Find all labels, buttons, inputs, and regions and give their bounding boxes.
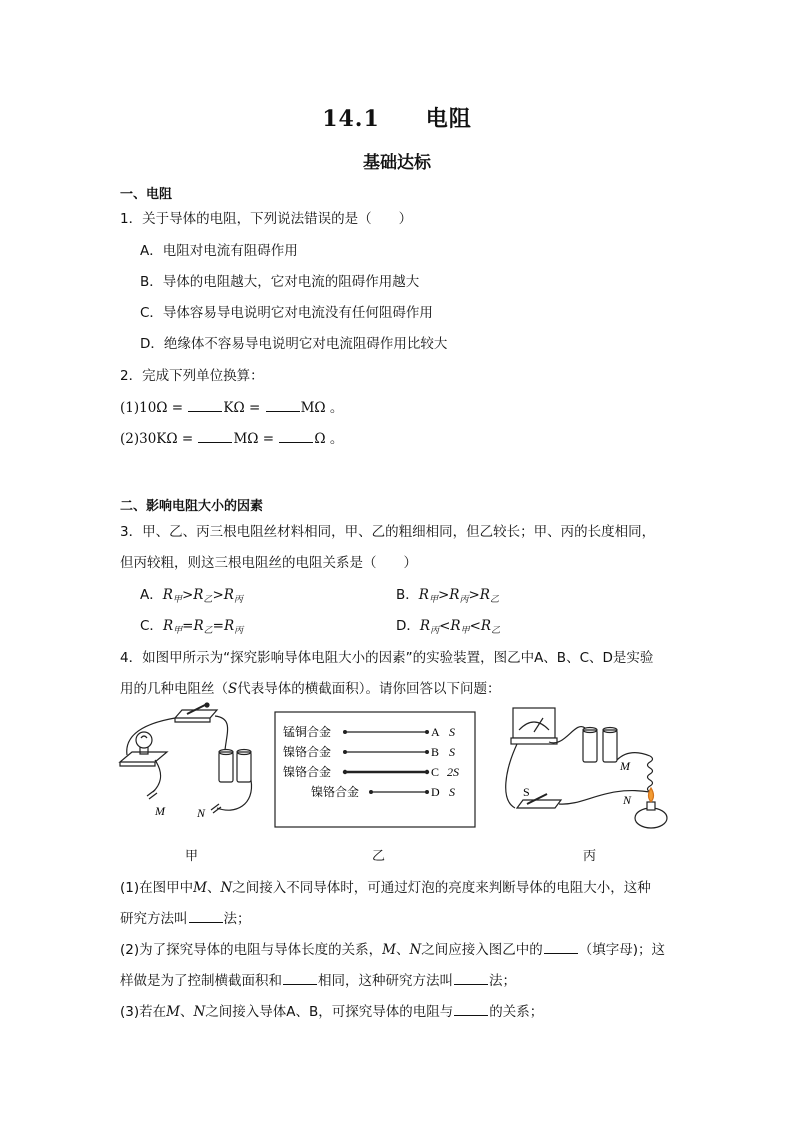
switch-knob — [205, 703, 209, 707]
terminal-dot — [425, 770, 429, 774]
q2-stem: 2．完成下列单位换算： — [120, 368, 264, 384]
subscript: 甲 — [460, 626, 470, 636]
wire-letter: C — [431, 765, 440, 779]
switch-board — [517, 800, 561, 808]
area-symbol: S — [228, 681, 238, 697]
text: (1)在图甲中 — [120, 880, 194, 896]
battery-2 — [603, 730, 617, 762]
label-m: M — [620, 759, 630, 773]
terminal-dot — [369, 790, 373, 794]
q4-part-1-line-1 — [120, 876, 651, 896]
option-letter: A． — [140, 587, 163, 603]
wire-letter: D — [431, 785, 440, 799]
terminal-dot — [343, 770, 347, 774]
text: 、 — [395, 942, 410, 958]
q4-part-2-line-1 — [120, 938, 665, 958]
text: (2)为了探究导体的电阻与导体长度的关系， — [120, 942, 383, 958]
bulb-icon — [136, 732, 152, 748]
answer-blank[interactable] — [544, 941, 578, 954]
section-number: 14.1 — [322, 106, 380, 132]
q3-option-d — [396, 614, 500, 636]
wire-material: 镍铬合金 — [311, 785, 360, 799]
battery-1 — [583, 730, 597, 762]
figure-label-yi: 乙 — [372, 849, 386, 864]
answer-blank[interactable] — [454, 972, 488, 985]
resistance-symbol: R — [450, 618, 461, 634]
wire — [215, 716, 228, 750]
terminal-dot — [343, 750, 347, 754]
subscript: 乙 — [203, 626, 213, 636]
q2-line-1 — [120, 396, 343, 416]
q1-stem: 1．关于导体的电阻，下列说法错误的是（ ） — [120, 211, 413, 227]
resistance-symbol: R — [479, 587, 490, 603]
ammeter-base — [511, 738, 557, 744]
text: 法； — [223, 911, 251, 927]
q3-option-a — [140, 583, 243, 605]
figure-jia-circuit — [120, 703, 252, 813]
subscript: 乙 — [203, 595, 213, 605]
coil-icon — [648, 756, 653, 792]
q3-stem-line-2: 但丙较粗，则这三根电阻丝的电阻关系是（ ） — [120, 555, 417, 571]
wire — [559, 791, 650, 805]
clip-n-icon — [211, 804, 221, 813]
page-subtitle: 基础达标 — [363, 153, 431, 173]
symbol-m: M — [382, 942, 396, 958]
wire — [217, 780, 252, 810]
lamp-neck — [647, 802, 655, 810]
subscript: 甲 — [172, 595, 182, 605]
page-title — [0, 102, 794, 133]
wire-material: 镍铬合金 — [283, 765, 332, 779]
label-m: M — [155, 804, 165, 818]
terminal-dot — [343, 730, 347, 734]
q1-option-a: A．电阻对电流有阻碍作用 — [140, 243, 298, 259]
q4-part-1-line-2 — [120, 907, 251, 927]
resistance-symbol: R — [193, 587, 204, 603]
q2-line-1-part-b: KΩ = — [223, 400, 265, 416]
relation-sign: > — [437, 587, 450, 603]
answer-blank[interactable] — [283, 972, 317, 985]
label-n: N — [197, 806, 206, 820]
text: 之间接入导体A、B，可探究导体的电阻与 — [205, 1004, 454, 1020]
label-s: S — [523, 785, 530, 799]
switch-board — [175, 710, 217, 718]
resistance-symbol: R — [418, 587, 429, 603]
subscript: 甲 — [173, 626, 183, 636]
answer-blank[interactable] — [279, 430, 313, 443]
q2-line-2 — [120, 427, 343, 447]
text: 、 — [206, 880, 221, 896]
label-n: N — [623, 793, 632, 807]
answer-blank[interactable] — [198, 430, 232, 443]
q4-stem-part-b: 代表导体的横截面积）。请你回答以下问题： — [237, 681, 501, 697]
figure-bing-circuit — [506, 708, 667, 828]
text: 的关系； — [489, 1004, 544, 1020]
text: （填字母)；这 — [578, 942, 666, 958]
answer-blank[interactable] — [189, 910, 223, 923]
symbol-n: N — [220, 880, 233, 896]
subscript: 甲 — [428, 595, 438, 605]
answer-blank[interactable] — [188, 399, 222, 412]
text: 研究方法叫 — [120, 911, 188, 927]
section-heading-1: 一、电阻 — [120, 187, 173, 202]
q3-stem-line-1: 3．甲、乙、丙三根电阻丝材料相同，甲、乙的粗细相同，但乙较长；甲、丙的长度相同， — [120, 524, 656, 540]
subscript: 乙 — [489, 595, 499, 605]
wire-material: 镍铬合金 — [283, 745, 332, 759]
terminal-dot — [425, 790, 429, 794]
answer-blank[interactable] — [454, 1003, 488, 1016]
battery-1 — [219, 752, 233, 782]
relation-sign: > — [468, 587, 480, 603]
text: 、 — [179, 1004, 194, 1020]
q3-option-c — [140, 614, 243, 636]
text: 之间应接入图乙中的 — [421, 942, 543, 958]
symbol-n: N — [193, 1004, 206, 1020]
q1-option-d: D．绝缘体不容易导电说明它对电流阻碍作用比较大 — [140, 336, 448, 352]
q2-line-1-part-a: (1)10Ω = — [120, 400, 188, 416]
option-letter: C． — [140, 618, 163, 634]
resistance-symbol: R — [162, 618, 174, 634]
terminal-dot — [425, 730, 429, 734]
wire-area: S — [449, 725, 455, 739]
q4-part-3 — [120, 1000, 543, 1020]
resistance-symbol: R — [223, 618, 235, 634]
wire-letter: A — [431, 725, 440, 739]
symbol-m: M — [193, 880, 207, 896]
resistance-symbol: R — [480, 618, 492, 634]
q1-option-b: B．导体的电阻越大，它对电流的阻碍作用越大 — [140, 274, 420, 290]
q4-stem-line-1: 4．如图甲所示为“探究影响导体电阻大小的因素”的实验装置，图乙中A、B、C、D是实验 — [120, 650, 654, 666]
subscript: 丙 — [234, 626, 244, 636]
relation-sign: < — [439, 618, 451, 634]
option-letter: D． — [396, 618, 420, 634]
symbol-n: N — [409, 942, 422, 958]
wire-area: 2S — [447, 765, 459, 779]
q2-line-1-part-c: MΩ 。 — [300, 400, 344, 416]
resistance-symbol: R — [449, 587, 460, 603]
wire-letter: B — [431, 745, 440, 759]
figure-label-jia: 甲 — [185, 849, 199, 864]
relation-sign: = — [182, 618, 194, 634]
resistance-symbol: R — [223, 587, 234, 603]
resistance-symbol: R — [162, 587, 173, 603]
q4-stem-part-a: 用的几种电阻丝（ — [120, 681, 228, 697]
wire-area: S — [449, 785, 455, 799]
q4-stem-line-2 — [120, 677, 501, 697]
wire — [153, 760, 161, 792]
wire-material: 锰铜合金 — [283, 725, 332, 739]
q2-line-2-part-a: (2)30KΩ = — [120, 431, 198, 447]
subscript: 丙 — [430, 626, 440, 636]
wire — [506, 744, 517, 808]
relation-sign: > — [181, 587, 194, 603]
q2-line-2-part-b: MΩ = — [233, 431, 279, 447]
resistance-symbol: R — [193, 618, 204, 634]
q4-part-2-line-2 — [120, 969, 516, 989]
answer-blank[interactable] — [266, 399, 300, 412]
relation-sign: > — [212, 587, 224, 603]
text: 相同，这种研究方法叫 — [318, 973, 453, 989]
ammeter-icon — [513, 708, 555, 738]
option-letter: B． — [396, 587, 419, 603]
text: 样做是为了控制横截面积和 — [120, 973, 282, 989]
q2-line-2-part-c: Ω 。 — [314, 431, 344, 447]
relation-sign: < — [469, 618, 481, 634]
text: 之间接入不同导体时，可通过灯泡的亮度来判断导体的电阻大小，这种 — [232, 880, 651, 896]
subscript: 丙 — [459, 595, 469, 605]
symbol-m: M — [166, 1004, 180, 1020]
clip-m-icon — [147, 790, 157, 799]
q1-option-c: C．导体容易导电说明它对电流没有任何阻碍作用 — [140, 305, 433, 321]
experiment-figures — [115, 700, 675, 840]
alcohol-lamp-icon — [635, 808, 667, 828]
text: 法； — [489, 973, 516, 989]
subscript: 乙 — [491, 626, 501, 636]
section-title: 电阻 — [425, 107, 472, 132]
flame-icon — [649, 788, 654, 802]
figure-label-bing: 丙 — [583, 849, 597, 864]
terminal-dot — [425, 750, 429, 754]
subscript: 丙 — [233, 595, 243, 605]
battery-2 — [237, 752, 251, 782]
wire-area: S — [449, 745, 455, 759]
relation-sign: = — [212, 618, 224, 634]
section-heading-2: 二、影响电阻大小的因素 — [120, 499, 264, 514]
resistance-symbol: R — [419, 618, 431, 634]
q3-option-b — [396, 583, 499, 605]
text: (3)若在 — [120, 1004, 167, 1020]
